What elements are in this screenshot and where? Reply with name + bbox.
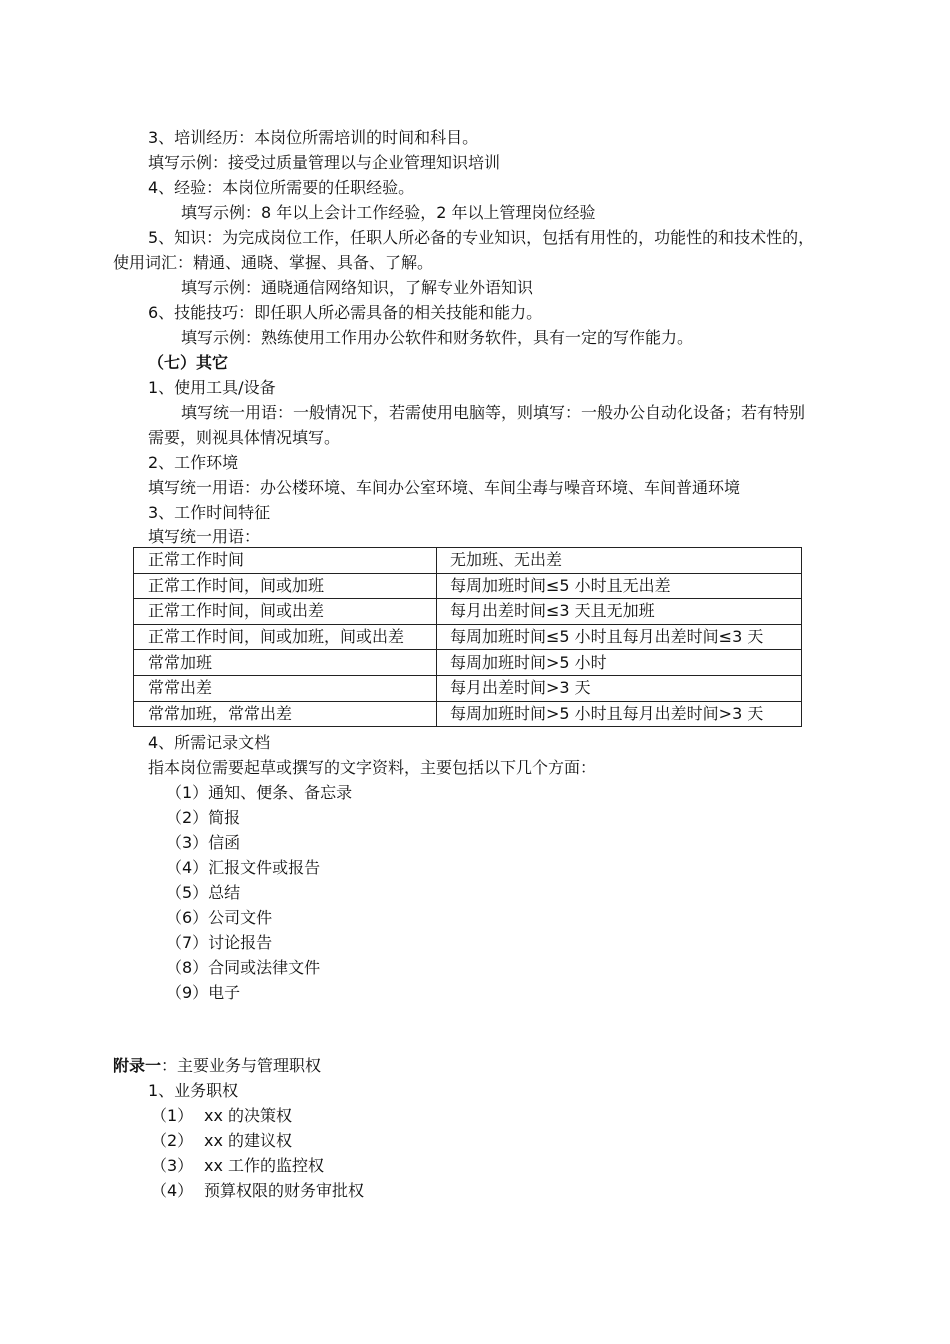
list-item: xx 的建议权 [204, 1131, 293, 1150]
training-label: 3、培训经历：本岗位所需培训的时间和科目。 [148, 128, 479, 147]
tools-text: 填写统一用语：一般情况下，若需使用电脑等，则填写：一般办公自动化设备；若有特别 [181, 403, 806, 422]
documents-label: 4、所需记录文档 [148, 733, 271, 752]
skills-example: 填写示例：熟练使用工作用办公软件和财务软件，具有一定的写作能力。 [181, 328, 694, 347]
table-cell: 每周加班时间>5 小时且每月出差时间>3 天 [437, 701, 802, 727]
work-time-text: 填写统一用语： [148, 527, 261, 546]
environment-text: 填写统一用语：办公楼环境、车间办公室环境、车间尘毒与噪音环境、车间普通环境 [148, 478, 741, 497]
training-example: 填写示例：接受过质量管理以与企业管理知识培训 [148, 153, 501, 172]
table-row [134, 650, 802, 676]
appendix-title-rest: ：主要业务与管理职权 [161, 1056, 322, 1075]
work-time-table [133, 547, 802, 727]
table-cell: 无加班、无出差 [437, 548, 802, 574]
table-row [134, 548, 802, 574]
environment-label: 2、工作环境 [148, 453, 239, 472]
tools-label: 1、使用工具/设备 [148, 378, 276, 397]
work-time-label: 3、工作时间特征 [148, 503, 271, 522]
table-row [134, 701, 802, 727]
table-row [134, 599, 802, 625]
table-cell: 每周加班时间≤5 小时且每月出差时间≤3 天 [437, 624, 802, 650]
knowledge-label: 5、知识：为完成岗位工作，任职人所必备的专业知识，包括有用性的，功能性的和技术性的， [148, 228, 815, 247]
table-row [134, 624, 802, 650]
table-row [134, 675, 802, 701]
table-cell: 每月出差时间≤3 天且无加班 [437, 599, 802, 625]
table-cell: 每周加班时间>5 小时 [437, 650, 802, 676]
appendix-title [113, 1053, 321, 1078]
list-item: （2）简报 [166, 808, 241, 827]
table-row [134, 573, 802, 599]
table-cell: 常常出差 [134, 675, 437, 701]
list-item: （6）公司文件 [166, 908, 273, 927]
table-cell: 常常加班，常常出差 [134, 701, 437, 727]
section-heading-other: （七）其它 [148, 353, 229, 372]
list-item-number: （2） [151, 1131, 194, 1150]
list-item-number: （3） [151, 1156, 194, 1175]
list-item: xx 的决策权 [204, 1106, 293, 1125]
table-cell: 常常加班 [134, 650, 437, 676]
list-item: （8）合同或法律文件 [166, 958, 321, 977]
table-cell: 每月出差时间>3 天 [437, 675, 802, 701]
table-cell: 每周加班时间≤5 小时且无出差 [437, 573, 802, 599]
list-item: 预算权限的财务审批权 [204, 1181, 365, 1200]
list-item: （9）电子 [166, 983, 241, 1002]
list-item: （3）信函 [166, 833, 241, 852]
business-authority-label: 1、业务职权 [148, 1081, 239, 1100]
list-item: （7）讨论报告 [166, 933, 273, 952]
experience-example: 填写示例：8 年以上会计工作经验，2 年以上管理岗位经验 [181, 203, 596, 222]
table-cell: 正常工作时间，间或出差 [134, 599, 437, 625]
tools-text-continued: 需要，则视具体情况填写。 [148, 428, 341, 447]
table-cell: 正常工作时间，间或加班 [134, 573, 437, 599]
experience-label: 4、经验：本岗位所需要的任职经验。 [148, 178, 415, 197]
table-cell: 正常工作时间，间或加班，间或出差 [134, 624, 437, 650]
list-item-number: （4） [151, 1181, 194, 1200]
table-cell: 正常工作时间 [134, 548, 437, 574]
list-item: （4）汇报文件或报告 [166, 858, 321, 877]
knowledge-example: 填写示例：通晓通信网络知识，了解专业外语知识 [181, 278, 534, 297]
knowledge-label-continued: 使用词汇：精通、通晓、掌握、具备、了解。 [113, 253, 434, 272]
list-item: （5）总结 [166, 883, 241, 902]
list-item-number: （1） [151, 1106, 194, 1125]
skills-label: 6、技能技巧：即任职人所必需具备的相关技能和能力。 [148, 303, 543, 322]
appendix-title-bold: 附录一 [113, 1056, 162, 1075]
list-item: （1）通知、便条、备忘录 [166, 783, 353, 802]
documents-text: 指本岗位需要起草或撰写的文字资料，主要包括以下几个方面： [148, 758, 597, 777]
list-item: xx 工作的监控权 [204, 1156, 325, 1175]
